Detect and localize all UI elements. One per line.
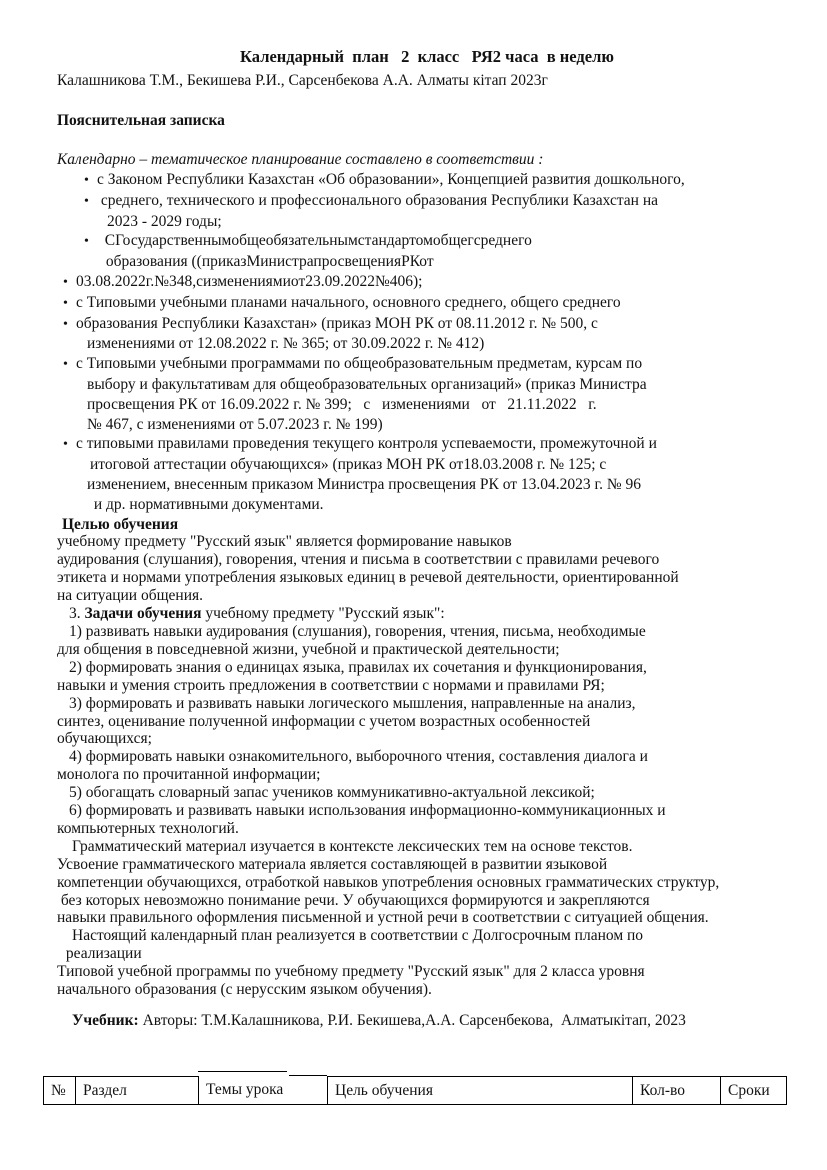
line-text: образования Республики Казахстан» (приказ МОН РК от 08.11.2012 г. № 500, с xyxy=(76,314,598,332)
line-text: СГосударственнымобщеобязательнымстандартомобщегсреднего xyxy=(97,232,532,250)
text-line xyxy=(57,981,797,999)
bullet-line xyxy=(57,455,797,475)
line-text: с Типовыми учебными программами по общеобразовательным предметам, курсам по xyxy=(76,355,643,373)
text-line xyxy=(57,587,797,605)
line-text: итоговой аттестации обучающихся» (приказ МОН РК от18.03.2008 г. № 125; с xyxy=(90,456,607,474)
text-line xyxy=(57,927,797,945)
tasks-heading-number: 3. xyxy=(69,605,85,623)
line-text: 6) формировать и развивать навыки использования информационно-коммуникационных и xyxy=(69,802,666,820)
bullet-line xyxy=(57,293,797,314)
col-header-learning-goal: Цель обучения xyxy=(327,1076,632,1105)
text-line xyxy=(57,748,797,766)
line-text: 4) формировать навыки ознакомительного, выборочного чтения, составления диалога и xyxy=(69,748,648,766)
line-text: компетенции обучающихся, отработкой навыков употребления основных грамматических структур, xyxy=(57,873,720,891)
line-text: выбору и факультативам для общеобразовательных организаций» (приказ Министра xyxy=(87,375,647,393)
line-text: начального образования (с нерусским языком обучения). xyxy=(57,981,432,999)
line-text: с типовыми правилами проведения текущего контроля успеваемости, промежуточной и xyxy=(76,435,657,453)
line-text: навыки правильного оформления письменной и устной речи в соответствии с ситуацией общения. xyxy=(57,909,709,927)
line-text: синтез, оценивание полученной информации с учетом возрастных особенностей xyxy=(57,712,591,730)
line-text: этикета и нормами употребления языковых единиц в речевой деятельности, ориентированной xyxy=(57,569,679,587)
line-text: с Законом Республики Казахстан «Об образовании», Концепцией развития дошкольного, xyxy=(97,171,685,188)
bullet-icon: • xyxy=(84,234,89,250)
page-title: Календарный план 2 класс РЯ2 часа в неделю xyxy=(240,47,614,66)
line-text: Настоящий календарный план реализуется в соответствии с Долгосрочным планом по xyxy=(72,927,644,945)
line-text: 5) обогащать словарный запас учеников коммуникативно-актуальной лексикой; xyxy=(69,784,595,802)
line-text: образования ((приказМинистрапросвещенияРКот xyxy=(102,253,434,271)
text-line xyxy=(57,909,797,927)
bullet-line xyxy=(57,495,797,515)
text-line xyxy=(57,551,797,569)
textbook-line xyxy=(57,1012,797,1030)
bullet-icon: • xyxy=(63,357,68,373)
text-line xyxy=(57,569,797,587)
line-text: аудирования (слушания), говорения, чтения и письма в соответствии с правилами речевого xyxy=(57,551,660,569)
text-line xyxy=(57,623,797,641)
bullet-icon: • xyxy=(63,316,68,332)
line-text: 2) формировать знания о единицах языка, правилах их сочетания и функционирования, xyxy=(69,658,647,676)
bullet-line xyxy=(57,212,797,232)
tasks-heading xyxy=(57,605,797,623)
line-text: Усвоение грамматического материала является составляющей в развитии языковой xyxy=(57,855,608,873)
textbook-label: Учебник: xyxy=(72,1012,139,1030)
text-line xyxy=(57,856,797,874)
text-line xyxy=(57,641,797,659)
intro-lead: Календарно – тематическое планирование составлено в соответствии : xyxy=(57,151,544,168)
bullet-icon: • xyxy=(63,274,68,290)
body-paragraphs xyxy=(57,838,797,999)
text-line xyxy=(57,963,797,981)
col-header-quantity: Кол-во xyxy=(632,1076,720,1105)
line-text: 1) развивать навыки аудирования (слушания), говорения, чтения, письма, необходимые xyxy=(69,622,646,640)
line-text: учебному предмету "Русский язык" является формирование навыков xyxy=(57,533,512,551)
bullet-icon: • xyxy=(63,437,68,453)
line-text: 03.08.2022г.№348,сизменениямиот23.09.2022№406); xyxy=(76,272,423,290)
line-text: изменениями от 12.08.2022 г. № 365; от 30.09.2022 г. № 412) xyxy=(87,335,485,353)
bullet-line xyxy=(57,475,797,495)
line-text: 3) формировать и развивать навыки логического мышления, направленные на анализ, xyxy=(69,694,636,712)
bullet-line xyxy=(57,354,797,375)
line-text: навыки и умения строить предложения в соответствии с нормами и правилами РЯ; xyxy=(57,676,605,694)
col-header-lesson-topics: Темы урока xyxy=(198,1076,327,1105)
line-text: Грамматический материал изучается в контексте лексических тем на основе текстов. xyxy=(72,837,633,855)
line-text: обучающихся; xyxy=(57,730,152,748)
text-line xyxy=(57,730,797,748)
goal-heading: Целью обучения xyxy=(62,515,179,533)
line-text: реализации xyxy=(62,945,142,963)
text-line xyxy=(57,766,797,784)
tasks-list xyxy=(57,623,797,838)
bullet-icon: • xyxy=(84,173,89,188)
text-line xyxy=(57,659,797,677)
line-text: просвещения РК от 16.09.2022 г. № 399; с изменениями от 21.11.2022 г. xyxy=(87,395,597,413)
bullet-line xyxy=(57,375,797,395)
bullet-list-secondary xyxy=(57,272,797,515)
line-text: для общения в повседневной жизни, учебной и практической деятельности; xyxy=(57,640,560,658)
line-text: без которых невозможно понимание речи. У обучающихся формируются и закрепляются xyxy=(57,891,650,909)
bullet-line xyxy=(57,272,797,293)
line-text: компьютерных технологий. xyxy=(57,819,239,837)
col-header-dates: Сроки xyxy=(720,1076,787,1105)
bullet-icon: • xyxy=(63,295,68,311)
bullet-line xyxy=(57,434,797,455)
bullet-list-primary xyxy=(57,170,797,272)
line-text: № 467, с изменениями от 5.07.2023 г. № 199) xyxy=(87,415,383,433)
text-line xyxy=(57,820,797,838)
line-text: и др. нормативными документами. xyxy=(90,495,324,513)
tasks-heading-bold: Задачи обучения xyxy=(84,605,202,623)
bullet-line xyxy=(57,252,797,272)
bullet-line xyxy=(57,415,797,435)
line-text: 2023 - 2029 годы; xyxy=(107,212,222,230)
authors-line: Калашникова Т.М., Бекишева Р.И., Сарсенбекова А.А. Алматы кітап 2023г xyxy=(57,72,548,89)
explanatory-note-heading: Пояснительная записка xyxy=(57,112,225,129)
text-line xyxy=(57,677,797,695)
bullet-line xyxy=(57,170,797,191)
bullet-icon: • xyxy=(84,193,89,209)
text-line xyxy=(57,695,797,713)
bullet-line xyxy=(57,334,797,354)
col-header-section: Раздел xyxy=(75,1076,198,1105)
text-line xyxy=(57,713,797,731)
line-text: на ситуации общения. xyxy=(57,587,204,605)
text-line xyxy=(57,533,797,551)
table-header-row xyxy=(43,1076,787,1105)
textbook-value: Авторы: Т.М.Калашникова, Р.И. Бекишева,А.А. Сарсенбекова, Алматыкітап, 2023 xyxy=(138,1012,686,1030)
text-line xyxy=(57,874,797,892)
text-line xyxy=(57,945,797,963)
text-line xyxy=(57,892,797,910)
col-header-number: № xyxy=(43,1076,75,1105)
line-text: изменением, внесенным приказом Министра просвещения РК от 13.04.2023 г. № 96 xyxy=(87,475,642,493)
tasks-heading-rest: учебному предмету "Русский язык": xyxy=(201,605,445,623)
line-text: с Типовыми учебными планами начального, основного среднего, общего среднего xyxy=(76,293,621,311)
bullet-line xyxy=(57,231,797,252)
plan-table xyxy=(43,1076,787,1105)
text-line xyxy=(57,838,797,856)
text-line xyxy=(57,802,797,820)
bullet-line xyxy=(57,191,797,212)
bullet-line xyxy=(57,314,797,335)
line-text: монолога по прочитанной информации; xyxy=(57,766,321,784)
line-text: Типовой учебной программы по учебному предмету "Русский язык" для 2 класса уровня xyxy=(57,963,645,981)
text-line xyxy=(57,784,797,802)
goal-paragraph xyxy=(57,533,797,605)
bullet-line xyxy=(57,395,797,415)
line-text: среднего, технического и профессионального образования Республики Казахстан на xyxy=(97,191,659,209)
